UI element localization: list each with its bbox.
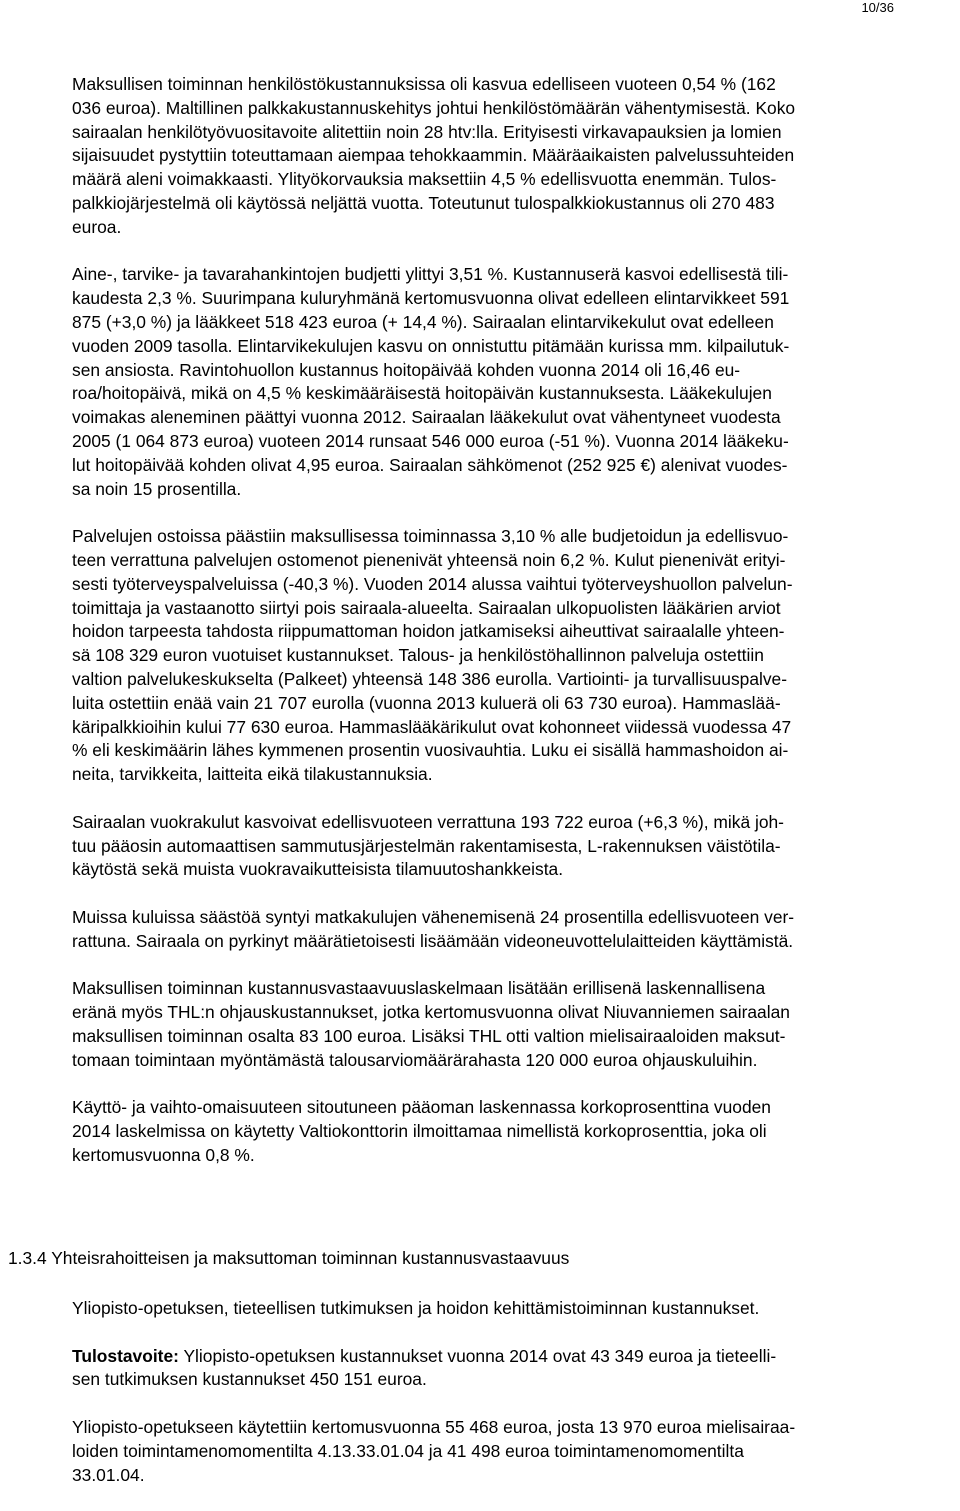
page-number: 10/36 — [861, 0, 894, 15]
paragraph-personnel-costs: Maksullisen toiminnan henkilöstökustannuksissa oli kasvua edelliseen vuoteen 0,54 % (162 036 euroa). Maltillinen palkkakustannuskehitys johtui henkilöstömäärän vähentymisestä. Koko sairaalan henkilötyövuositavoite alitettiin noin 28 htv:lla. Erityisesti virkavapauksien ja lomien sijaisuudet pystyttiin toteuttamaan aiempaa tehokkaammin. Määräaikaisten palvelussuhteiden määrä aleni voimakkaasti. Ylityökorvauksia maksettiin 4,5 % edellisvuotta enemmän. Tulos- palkkiojärjestelmä oli käytössä neljättä vuotta. Toteutunut tulospalkkiokustannus oli 270 483 euroa. — [72, 74, 796, 237]
paragraph-procurement-budget: Aine-, tarvike- ja tavarahankintojen budjetti ylittyi 3,51 %. Kustannuserä kasvoi edellisestä tili- kaudesta 2,3 %. Suurimpana kuluryhmänä kertomusvuonna olivat edelleen elintarvikkeet 591 875 (+3,0 %) ja lääkkeet 518 423 euroa (+ 14,4 %). Sairaalan elintarvikekulut ovat edelleen vuoden 2009 tasolla. Elintarvikekulujen kasvu on onnistuttu pitämään kurissa mm. kilpailutuk- sen ansiosta. Ravintohuollon kustannus hoitopäivää kohden vuonna 2014 oli 16,46 eu- roa/hoitopäivä, mikä on 4,5 % keskimääräisestä hoitopäivän kustannuksesta. Lääkekulujen voimakas aleneminen päättyi vuonna 2012. Sairaalan lääkekulut ovat vähentyneet vuodesta 2005 (1 064 873 euroa) vuoteen 2014 runsaat 546 000 euroa (-51 %). Vuonna 2014 lääkeku- lut hoitopäivää kohden olivat 4,95 euroa. Sairaalan sähkömenot (252 925 €) alenivat vuodes- sa noin 15 prosentilla. — [72, 264, 790, 499]
section-outcome: Yliopisto-opetukseen käytettiin kertomusvuonna 55 468 euroa, josta 13 970 euroa mielisairaa- loiden toimintamenomomentilta 4.13.33.01.04 ja 41 498 euroa toimintamenomomentilta 33.01.04. — [72, 1416, 796, 1485]
paragraph-other-costs: Muissa kuluissa säästöä syntyi matkakulujen vähenemisenä 24 prosentilla edellisvuoteen ver- rattuna. Sairaala on pyrkinyt määrätietoisesti lisäämään videoneuvottelulaitteiden käyttämistä. — [72, 906, 795, 951]
goal-label: Tulostavoite: — [72, 1345, 179, 1366]
goal-text: Yliopisto-opetuksen kustannukset vuonna 2014 ovat 43 349 euroa ja tieteelli- sen tutkimuksen kustannukset 450 151 euroa. — [72, 1345, 777, 1390]
paragraph-interest-rate: Käyttö- ja vaihto-omaisuuteen sitoutuneen pääoman laskennassa korkoprosenttina vuoden 2014 laskelmissa on käytetty Valtiokonttorin ilmoittamaa nimellistä korkoprosenttia, joka oli kertomusvuonna 0,8 %. — [72, 1097, 771, 1165]
section-body — [72, 1297, 956, 1511]
section-goal — [72, 1345, 956, 1393]
paragraph-cost-recovery-calculation: Maksullisen toiminnan kustannusvastaavuuslaskelmaan lisätään erillisenä laskennallisena eränä myös THL:n ohjauskustannukset, jotka kertomusvuonna olivat Niuvanniemen sairaalan maksullisen toiminnan osalta 83 100 euroa. Lisäksi THL otti valtion mielisairaaloiden maksut- tomaan toimintaan myöntämästä talousarviomäärärahasta 120 000 euroa ohjauskuluihin. — [72, 978, 790, 1070]
section-heading: 1.3.4 Yhteisrahoitteisen ja maksuttoman toiminnan kustannusvastaavuus — [8, 1248, 570, 1268]
paragraph-service-purchases: Palvelujen ostoissa päästiin maksullisessa toiminnassa 3,10 % alle budjetoidun ja edellisvuo- teen verrattuna palvelujen ostomenot pienenivät yhteensä noin 6,2 %. Kulut pienenivät erityi- sesti työterveyspalveluissa (-40,3 %). Vuoden 2014 alussa vaihtui työterveyshuollon palvelun- toimittaja ja vastaanotto siirtyi pois sairaala-alueelta. Sairaalan ulkopuolisten lääkärien arviot hoidon tarpeesta tahdosta riippumattoman hoidon jatkamiseksi aiheuttivat sairaalalle yhteen- sä 108 329 euron vuotuiset kustannukset. Talous- ja henkilöstöhallinnon palveluja ostettiin valtion palvelukeskukselta (Palkeet) yhteensä 148 386 eurolla. Vartiointi- ja turvallisuuspalve- luita ostettiin enää vain 21 707 eurolla (vuonna 2013 kuluerä oli 63 730 euroa). Hammaslää- käripalkkioihin kului 77 630 euroa. Hammaslääkärikulut ovat kohonneet viidessä vuodessa 47 % eli keskimäärin lähes kymmenen prosentin vuosivauhtia. Luku ei sisällä hammashoidon ai- neita, tarvikkeita, laitteita eikä tilakustannuksia. — [72, 526, 793, 785]
section-intro: Yliopisto-opetuksen, tieteellisen tutkimuksen ja hoidon kehittämistoiminnan kustannukset. — [72, 1298, 760, 1318]
document-body — [72, 73, 956, 1191]
paragraph-rental-costs: Sairaalan vuokrakulut kasvoivat edellisvuoteen verrattuna 193 722 euroa (+6,3 %), mikä joh- tuu pääosin automaattisen sammutusjärjestelmän rakentamisesta, L-rakennuksen väistötila- käytöstä sekä muista vuokravaikutteisista tilamuutoshankkeista. — [72, 811, 784, 880]
